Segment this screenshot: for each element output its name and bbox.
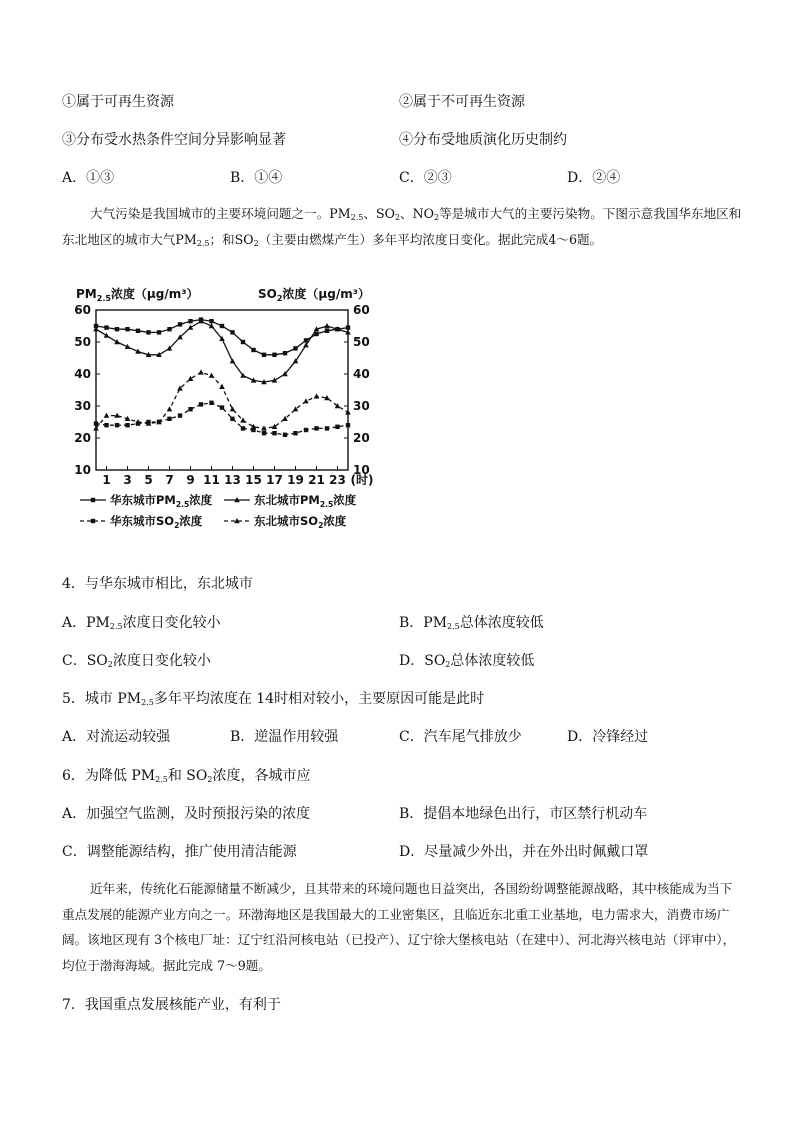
series-3-point bbox=[272, 431, 276, 435]
series-4-point bbox=[114, 413, 120, 418]
series-1-point bbox=[272, 353, 276, 357]
series-3-point bbox=[94, 421, 98, 425]
series-3-point bbox=[314, 426, 318, 430]
series-1-point bbox=[167, 327, 171, 331]
series-4-point bbox=[167, 406, 173, 411]
series-3-point bbox=[178, 413, 182, 417]
series-3-point bbox=[325, 426, 329, 430]
series-1-point bbox=[188, 319, 192, 323]
series-3-point bbox=[167, 417, 171, 421]
x-tick-label: 9 bbox=[186, 473, 195, 487]
series-3-point bbox=[304, 428, 308, 432]
question-4-stem: 4．与华东城市相比，东北城市 bbox=[62, 576, 253, 592]
plot-frame bbox=[96, 310, 348, 470]
q5-option-d[interactable]: D．冷锋经过 bbox=[567, 729, 649, 745]
q6-option-c[interactable]: C．调整能源结构，推广使用清洁能源 bbox=[62, 844, 297, 860]
q5-option-c[interactable]: C．汽车尾气排放少 bbox=[399, 729, 522, 745]
y-right-tick-label: 30 bbox=[353, 399, 370, 413]
q4-option-a[interactable]: A．$PM_{2.5}$浓度日变化较小 bbox=[62, 615, 221, 631]
series-2-point bbox=[114, 339, 120, 344]
series-3-point bbox=[230, 417, 234, 421]
y-right-tick-label: 50 bbox=[353, 335, 370, 349]
x-tick-label: 23 bbox=[329, 473, 346, 487]
prev-choice-a[interactable]: A．①③ bbox=[62, 170, 115, 186]
series-3-point bbox=[104, 423, 108, 427]
series-3-point bbox=[335, 425, 339, 429]
q6-option-b[interactable]: B．提倡本地绿色出行，市区禁行机动车 bbox=[399, 806, 648, 822]
legend-label-1: 华东城市$PM_{2.5}$浓度 bbox=[110, 493, 213, 509]
statement-3: ③分布受水热条件空间分异影响显著 bbox=[62, 132, 286, 148]
statement-4: ④分布受地质演化历史制约 bbox=[399, 132, 567, 148]
series-1-point bbox=[178, 322, 182, 326]
series-1-point bbox=[251, 348, 255, 352]
series-2-point bbox=[104, 333, 110, 338]
series-3-point bbox=[283, 433, 287, 437]
series-3-point bbox=[346, 423, 350, 427]
series-2-point bbox=[188, 325, 194, 330]
series-1-point bbox=[262, 353, 266, 357]
statement-2: ②属于不可再生资源 bbox=[399, 94, 525, 110]
prev-choice-b[interactable]: B．①④ bbox=[230, 170, 283, 186]
series-1-point bbox=[283, 351, 287, 355]
q4-option-b[interactable]: B．$PM_{2.5}$总体浓度较低 bbox=[399, 615, 544, 631]
q5-option-a[interactable]: A．对流运动较强 bbox=[62, 729, 171, 745]
series-1-point bbox=[209, 319, 213, 323]
q6-option-a[interactable]: A．加强空气监测，及时预报污染的浓度 bbox=[62, 806, 311, 822]
y-right-tick-label: 60 bbox=[353, 303, 370, 317]
series-2-point bbox=[272, 377, 278, 382]
legend-label-2: 东北城市$PM_{2.5}$浓度 bbox=[254, 493, 357, 509]
q4-option-d[interactable]: D．$SO_2$总体浓度较低 bbox=[399, 653, 535, 669]
pollutant-line-chart bbox=[62, 280, 382, 540]
y-left-tick-label: 40 bbox=[74, 367, 91, 381]
series-4-point bbox=[198, 369, 204, 374]
q6-option-d[interactable]: D．尽量减少外出，并在外出时佩戴口罩 bbox=[399, 844, 649, 860]
y-right-tick-label: 20 bbox=[353, 431, 370, 445]
series-1-point bbox=[146, 330, 150, 334]
x-axis-label: (时) bbox=[350, 473, 374, 487]
series-2-point bbox=[324, 323, 330, 328]
series-4-point bbox=[345, 409, 351, 414]
series-4-point bbox=[251, 424, 257, 429]
y-left-tick-label: 10 bbox=[74, 463, 91, 477]
legend-marker-3 bbox=[91, 519, 95, 523]
question-7-stem: 7．我国重点发展核能产业，有利于 bbox=[62, 997, 281, 1013]
series-3-point bbox=[262, 431, 266, 435]
legend-label-4: 东北城市$SO_2$浓度 bbox=[254, 514, 347, 530]
series-4-point bbox=[209, 373, 215, 378]
x-tick-label: 7 bbox=[165, 473, 174, 487]
series-1-point bbox=[325, 329, 329, 333]
passage-1: 大气污染是我国城市的主要环境问题之一。$PM_{2.5}$、$SO_2$、$NO_2$等是城市大气的主要污染物。下图示意我国华东地区和东北地区的城市大气$PM_{2.5}$；和$SO_2$（主要由燃煤产生）多年平均浓度日变化。据此完成4～6题。 bbox=[62, 206, 742, 248]
series-3-point bbox=[125, 423, 129, 427]
series-4-point bbox=[314, 393, 320, 398]
question-6-stem: 6．为降低 $PM_{2.5}$和 $SO_2$浓度，各城市应 bbox=[62, 768, 311, 784]
series-3-point bbox=[188, 407, 192, 411]
series-3-point bbox=[209, 401, 213, 405]
series-1-point bbox=[157, 330, 161, 334]
y-left-axis-title: $PM_{2.5}$浓度（μg/m³） bbox=[76, 287, 199, 303]
y-left-tick-label: 30 bbox=[74, 399, 91, 413]
series-4-point bbox=[188, 376, 194, 381]
series-1-point bbox=[125, 327, 129, 331]
series-1-point bbox=[136, 329, 140, 333]
series-4-point bbox=[104, 413, 110, 418]
passage-2: 近年来，传统化石能源储量不断减少，且其带来的环境问题也日益突出，各国纷纷调整能源战略，其中核能成为当下重点发展的能源产业方向之一。环渤海地区是我国最大的工业密集区，且临近东北重工业基地，电力需求大，消费市场广阔。该地区现有 3个核电厂址：辽宁红沿河核电站（已投产）、辽宁徐大堡核电站（在建中）、河北海兴核电站（评审中），均位于渤海海域。据此完成 7～9题。 bbox=[62, 881, 736, 973]
x-tick-label: 1 bbox=[102, 473, 111, 487]
series-3-point bbox=[220, 405, 224, 409]
series-line-4 bbox=[96, 372, 348, 428]
series-3-point bbox=[115, 423, 119, 427]
series-3-point bbox=[293, 431, 297, 435]
x-tick-label: 21 bbox=[308, 473, 325, 487]
series-3-point bbox=[199, 402, 203, 406]
q5-option-b[interactable]: B．逆温作用较强 bbox=[230, 729, 339, 745]
x-tick-label: 19 bbox=[287, 473, 304, 487]
prev-choices bbox=[62, 167, 742, 187]
x-tick-label: 13 bbox=[224, 473, 241, 487]
series-4-point bbox=[240, 417, 246, 422]
series-1-point bbox=[293, 346, 297, 350]
x-tick-label: 11 bbox=[203, 473, 220, 487]
legend-marker-1 bbox=[91, 498, 95, 502]
series-1-point bbox=[104, 325, 108, 329]
x-tick-label: 3 bbox=[123, 473, 132, 487]
y-left-tick-label: 20 bbox=[74, 431, 91, 445]
legend-label-3: 华东城市$SO_2$浓度 bbox=[110, 514, 203, 530]
series-4-point bbox=[303, 398, 309, 403]
q4-option-c[interactable]: C．$SO_2$浓度日变化较小 bbox=[62, 653, 211, 669]
statement-1: ①属于可再生资源 bbox=[62, 94, 174, 110]
x-tick-label: 17 bbox=[266, 473, 283, 487]
y-right-tick-label: 40 bbox=[353, 367, 370, 381]
question-5-stem: 5．城市 $PM_{2.5}$多年平均浓度在 14时相对较小，主要原因可能是此时 bbox=[62, 691, 485, 707]
series-4-point bbox=[219, 384, 225, 389]
x-tick-label: 15 bbox=[245, 473, 262, 487]
y-left-tick-label: 50 bbox=[74, 335, 91, 349]
y-right-tick-label: 10 bbox=[353, 463, 370, 477]
series-2-point bbox=[230, 358, 236, 363]
prev-choice-d[interactable]: D．②④ bbox=[567, 170, 621, 186]
prev-choice-c[interactable]: C．②③ bbox=[399, 170, 452, 186]
x-tick-label: 5 bbox=[144, 473, 153, 487]
series-1-point bbox=[241, 340, 245, 344]
series-3-point bbox=[241, 426, 245, 430]
y-right-axis-title: $SO_2$浓度（μg/m³） bbox=[258, 287, 370, 303]
series-1-point bbox=[220, 324, 224, 328]
series-1-point bbox=[346, 325, 350, 329]
series-4-point bbox=[230, 406, 236, 411]
q5-options bbox=[62, 726, 742, 746]
series-1-point bbox=[230, 330, 234, 334]
y-left-tick-label: 60 bbox=[74, 303, 91, 317]
series-1-point bbox=[115, 327, 119, 331]
